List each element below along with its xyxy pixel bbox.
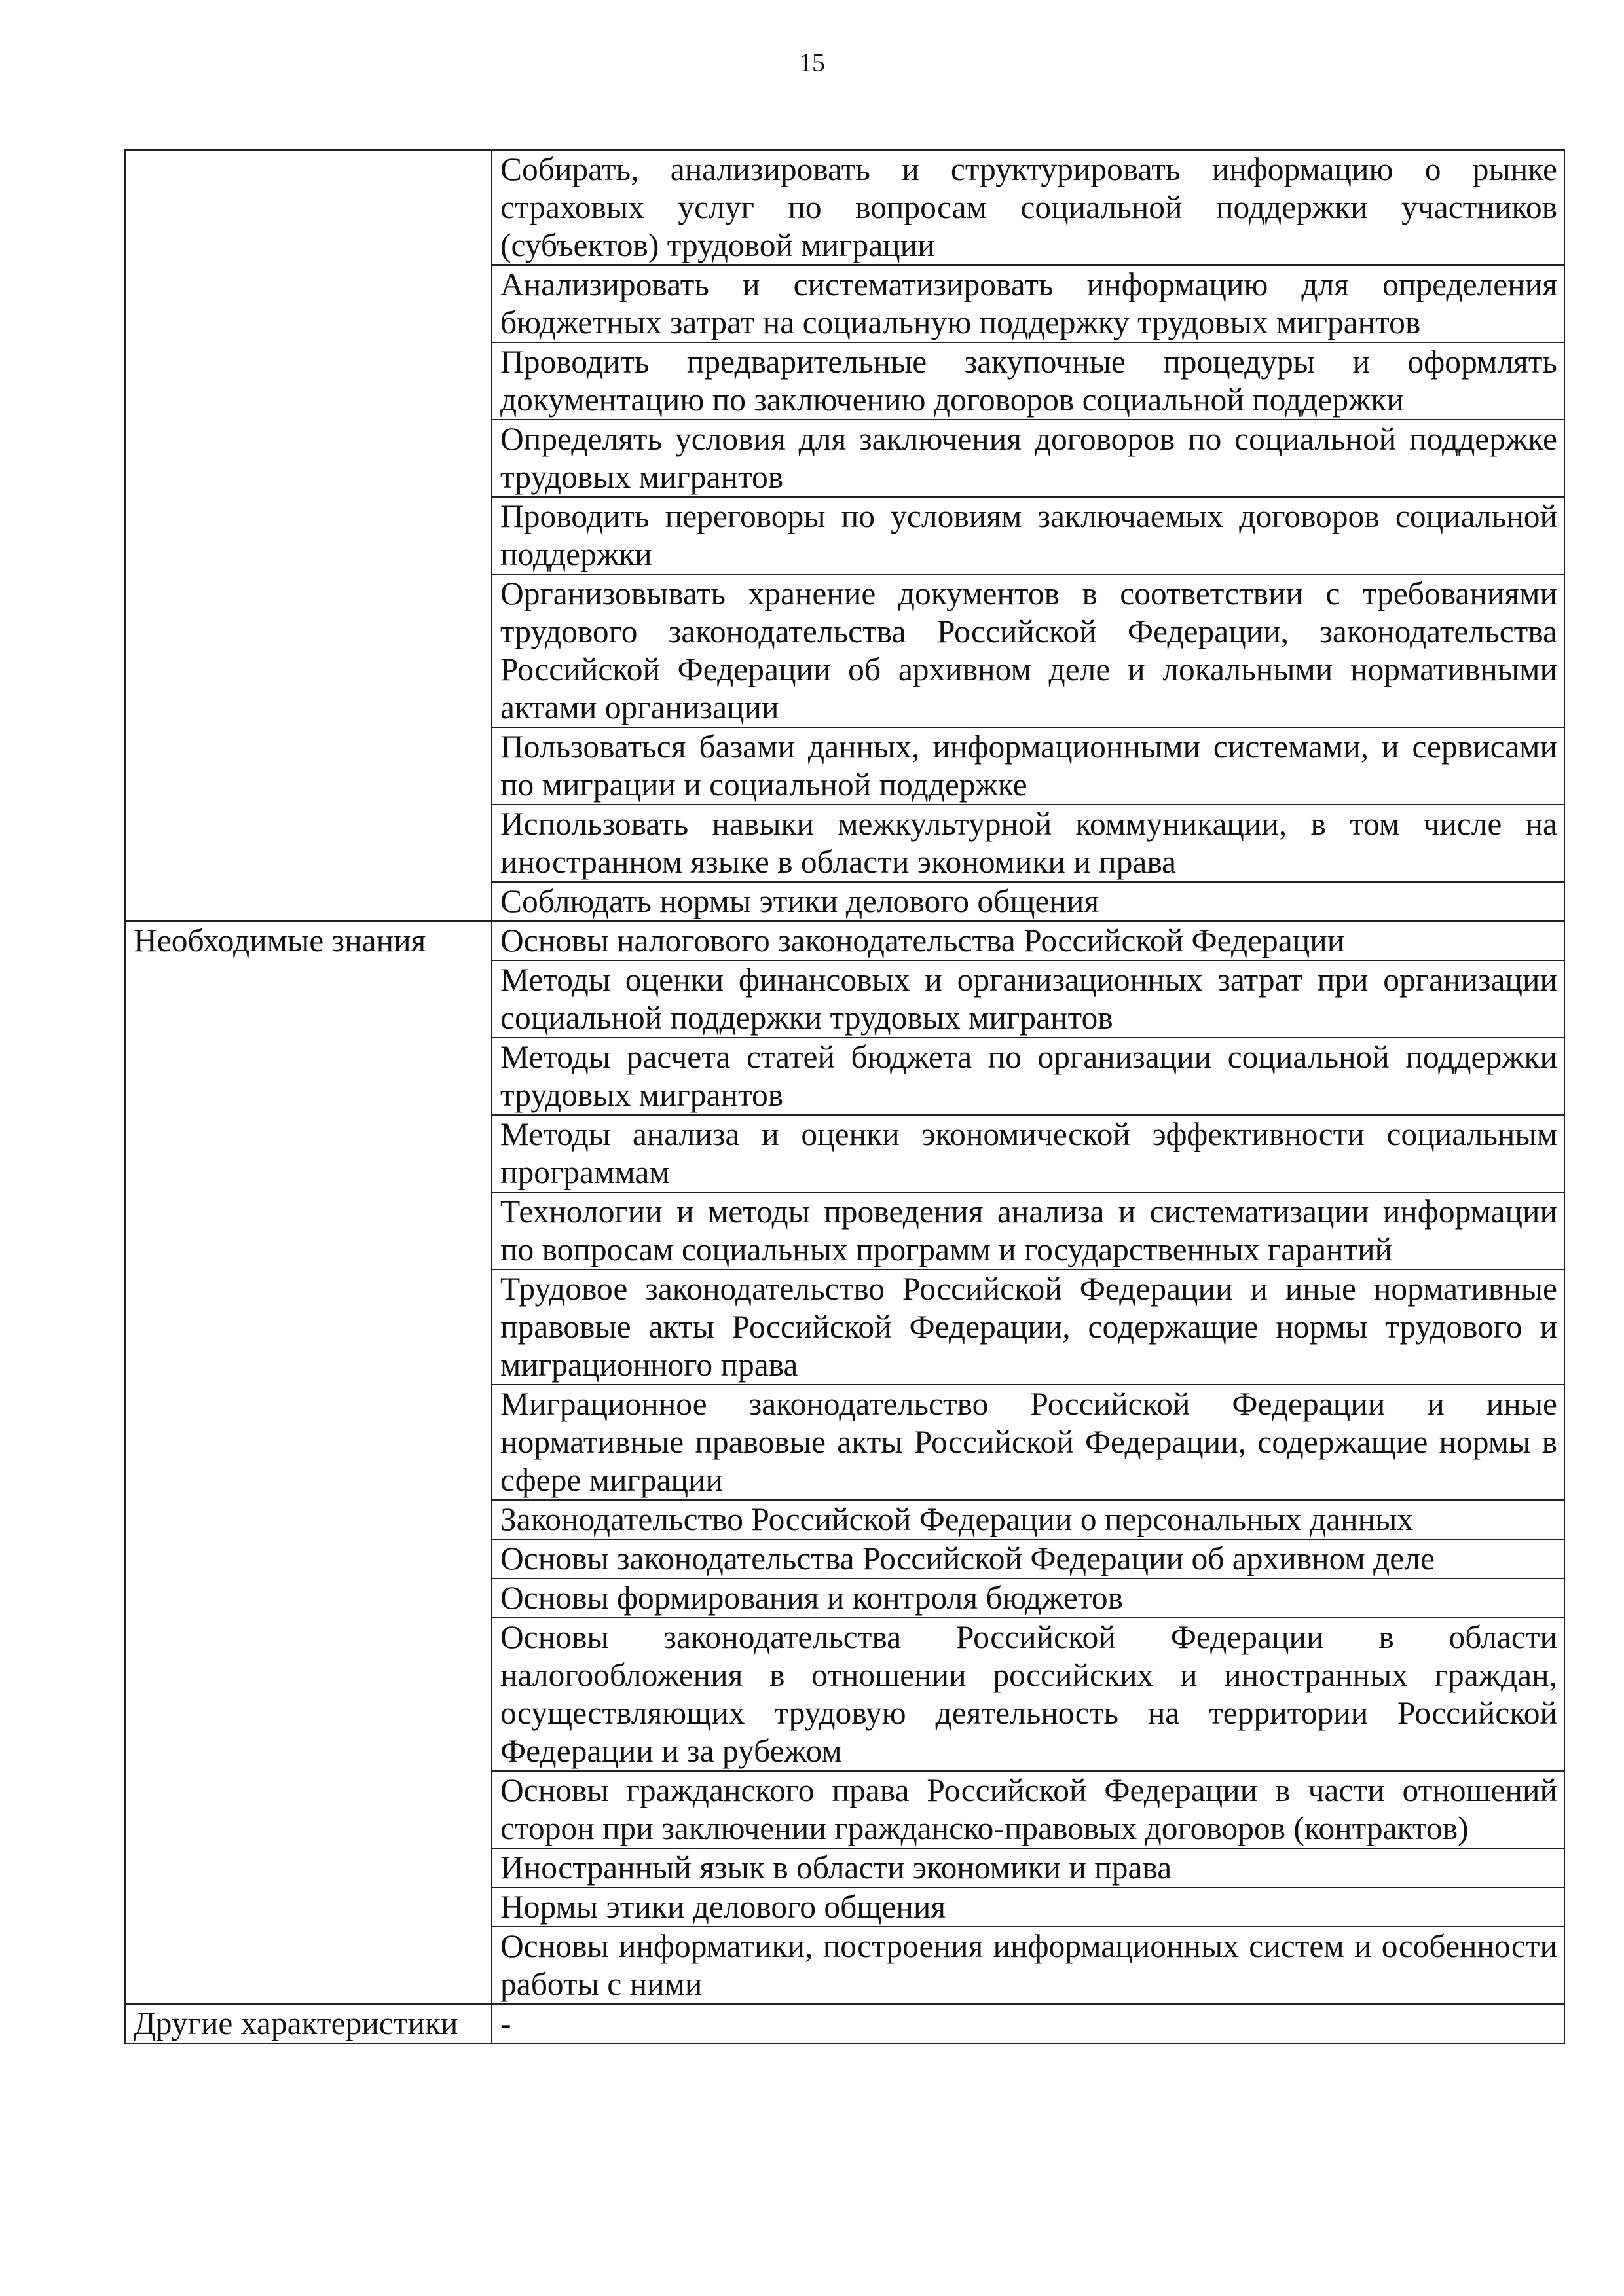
requirement-item: Основы налогового законодательства Российской Федерации: [492, 921, 1564, 960]
table-row: [125, 2004, 1564, 2043]
requirement-item: Законодательство Российской Федерации о персональных данных: [492, 1500, 1564, 1539]
requirement-item: Нормы этики делового общения: [492, 1887, 1564, 1927]
requirement-item: Основы гражданского права Российской Федерации в части отношений сторон при заключении гражданско-правовых договоров (контрактов): [492, 1771, 1564, 1848]
table-row: [125, 150, 1564, 265]
section-label: [125, 150, 492, 921]
requirement-item: Определять условия для заключения договоров по социальной поддержке трудовых мигрантов: [492, 420, 1564, 497]
section-label: Необходимые знания: [125, 921, 492, 2004]
requirement-item: Соблюдать нормы этики делового общения: [492, 882, 1564, 921]
requirement-item: Основы формирования и контроля бюджетов: [492, 1578, 1564, 1618]
requirement-item: Методы анализа и оценки экономической эффективности социальным программам: [492, 1115, 1564, 1192]
requirement-item: Собирать, анализировать и структурировать информацию о рынке страховых услуг по вопросам социальной поддержки участников (субъектов) трудовой миграции: [492, 150, 1564, 265]
skills-table: [124, 149, 1565, 2044]
requirement-item: Проводить предварительные закупочные процедуры и оформлять документацию по заключению договоров социальной поддержки: [492, 342, 1564, 420]
requirement-item: Основы информатики, построения информационных систем и особенности работы с ними: [492, 1927, 1564, 2004]
requirement-item: Основы законодательства Российской Федерации об архивном деле: [492, 1539, 1564, 1578]
section-label: Другие характеристики: [125, 2004, 492, 2043]
requirement-item: Основы законодательства Российской Федерации в области налогообложения в отношении российских и иностранных граждан, осуществляющих трудовую деятельность на территории Российской Федерации и за рубежом: [492, 1618, 1564, 1771]
requirement-item: Методы расчета статей бюджета по организации социальной поддержки трудовых мигрантов: [492, 1038, 1564, 1115]
requirement-item: Миграционное законодательство Российской Федерации и иные нормативные правовые акты Российской Федерации, содержащие нормы в сфере миграции: [492, 1385, 1564, 1500]
page-number: 15: [799, 48, 825, 77]
requirement-item: Иностранный язык в области экономики и права: [492, 1848, 1564, 1887]
requirement-item: Использовать навыки межкультурной коммуникации, в том числе на иностранном языке в области экономики и права: [492, 805, 1564, 882]
table-row: [125, 921, 1564, 960]
requirement-item: Анализировать и систематизировать информацию для определения бюджетных затрат на социальную поддержку трудовых мигрантов: [492, 265, 1564, 342]
requirement-item: Организовывать хранение документов в соответствии с требованиями трудового законодательства Российской Федерации, законодательства Российской Федерации об архивном деле и локальными нормативными актами организации: [492, 574, 1564, 727]
requirement-item: Трудовое законодательство Российской Федерации и иные нормативные правовые акты Российской Федерации, содержащие нормы трудового и миграционного права: [492, 1269, 1564, 1385]
requirement-item: -: [492, 2004, 1564, 2043]
requirement-item: Технологии и методы проведения анализа и систематизации информации по вопросам социальных программ и государственных гарантий: [492, 1192, 1564, 1269]
requirement-item: Проводить переговоры по условиям заключаемых договоров социальной поддержки: [492, 497, 1564, 574]
requirement-item: Пользоваться базами данных, информационными системами, и сервисами по миграции и социальной поддержке: [492, 727, 1564, 805]
requirement-item: Методы оценки финансовых и организационных затрат при организации социальной поддержки трудовых мигрантов: [492, 960, 1564, 1038]
skills-table-body: [125, 150, 1564, 2043]
